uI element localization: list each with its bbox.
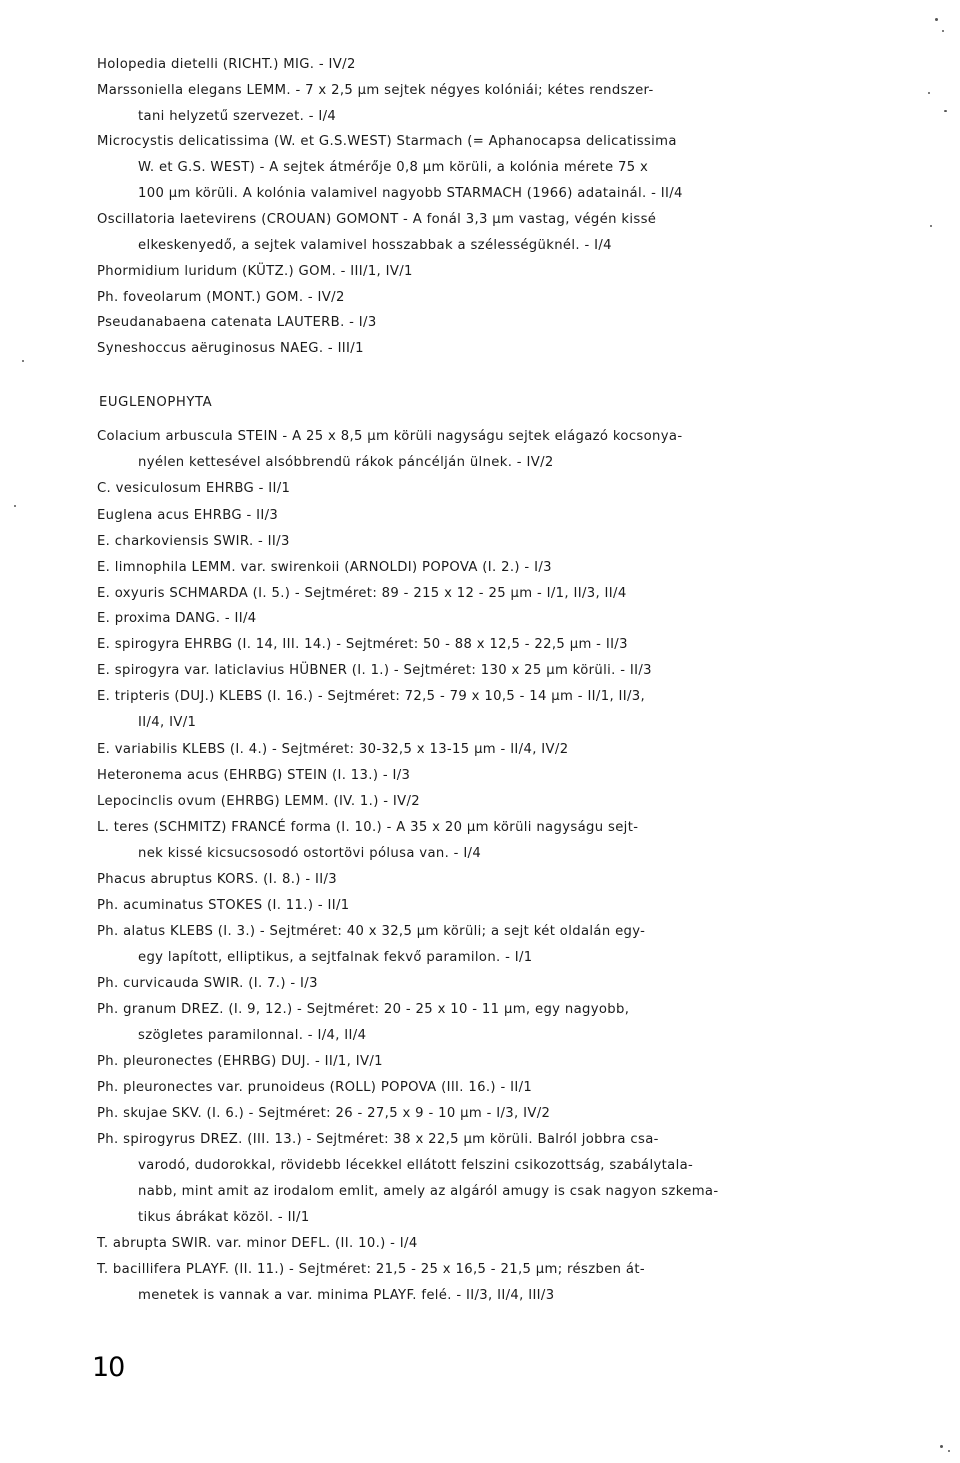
entry-phacus-abruptus: Phacus abruptus KORS. (I. 8.) - II/3 (97, 872, 337, 887)
entry-ph-alatus-cont: egy lapított, elliptikus, a sejtfalnak fekvő paramilon. - I/1 (138, 950, 533, 965)
entry-syneshoccus: Syneshoccus aëruginosus NAEG. - III/1 (97, 341, 364, 356)
entry-marssoniella: Marssoniella elegans LEMM. - 7 x 2,5 µm sejtek négyes kolóniái; kétes rendszer- (97, 83, 654, 98)
entry-t-bacillifera: T. bacillifera PLAYF. (II. 11.) - Sejtméret: 21,5 - 25 x 16,5 - 21,5 µm; részben át- (97, 1262, 645, 1277)
entry-ph-curvicauda: Ph. curvicauda SWIR. (I. 7.) - I/3 (97, 976, 318, 991)
entry-ph-pleuronectes: Ph. pleuronectes (EHRBG) DUJ. - II/1, IV/1 (97, 1054, 383, 1069)
entry-e-tripteris: E. tripteris (DUJ.) KLEBS (I. 16.) - Sejtméret: 72,5 - 79 x 10,5 - 14 µm - II/1, II/3, (97, 689, 646, 704)
entry-e-spirogyra-var: E. spirogyra var. laticlavius HÜBNER (I. 1.) - Sejtméret: 130 x 25 µm körüli. - II/3 (97, 663, 652, 678)
entry-ph-spirogyrus-cont-1: varodó, dudorokkal, rövidebb lécekkel ellátott felszini csikozottság, szabálytala- (138, 1158, 694, 1173)
entry-e-variabilis: E. variabilis KLEBS (I. 4.) - Sejtméret: 30-32,5 x 13-15 µm - II/4, IV/2 (97, 742, 569, 757)
entry-l-teres: L. teres (SCHMITZ) FRANCÉ forma (I. 10.) - A 35 x 20 µm körüli nagyságu sejt- (97, 820, 639, 835)
entry-ph-pleuronectes-var: Ph. pleuronectes var. prunoideus (ROLL) POPOVA (III. 16.) - II/1 (97, 1080, 533, 1095)
entry-e-tripteris-cont: II/4, IV/1 (138, 715, 197, 730)
entry-c-vesiculosum: C. vesiculosum EHRBG - II/1 (97, 481, 291, 496)
entry-ph-alatus: Ph. alatus KLEBS (I. 3.) - Sejtméret: 40 x 32,5 µm körüli; a sejt két oldalán egy- (97, 924, 646, 939)
entry-colacium-arbuscula: Colacium arbuscula STEIN - A 25 x 8,5 µm körüli nagyságu sejtek elágazó kocsonya- (97, 429, 683, 444)
entry-microcystis: Microcystis delicatissima (W. et G.S.WEST) Starmach (= Aphanocapsa delicatissima (97, 134, 677, 149)
entry-phormidium: Phormidium luridum (KÜTZ.) GOM. - III/1, IV/1 (97, 264, 413, 279)
entry-heteronema-acus: Heteronema acus (EHRBG) STEIN (I. 13.) - I/3 (97, 768, 411, 783)
entry-ph-skujae: Ph. skujae SKV. (I. 6.) - Sejtméret: 26 - 27,5 x 9 - 10 µm - I/3, IV/2 (97, 1106, 551, 1121)
section-heading: EUGLENOPHYTA (99, 395, 213, 410)
entry-e-proxima: E. proxima DANG. - II/4 (97, 611, 257, 626)
entry-microcystis-cont-1: W. et G.S. WEST) - A sejtek átmérője 0,8 µm körüli, a kolónia mérete 75 x (138, 160, 649, 175)
entry-l-teres-cont: nek kissé kicsucsosodó ostortövi pólusa van. - I/4 (138, 846, 482, 861)
entry-colacium-arbuscula-cont: nyélen kettesével alsóbbrendü rákok páncélján ülnek. - IV/2 (138, 455, 554, 470)
entry-e-spirogyra: E. spirogyra EHRBG (I. 14, III. 14.) - Sejtméret: 50 - 88 x 12,5 - 22,5 µm - II/3 (97, 637, 628, 652)
entry-ph-foveolarum: Ph. foveolarum (MONT.) GOM. - IV/2 (97, 290, 345, 305)
entry-ph-granum-cont: szögletes paramilonnal. - I/4, II/4 (138, 1028, 367, 1043)
entry-pseudanabaena: Pseudanabaena catenata LAUTERB. - I/3 (97, 315, 377, 330)
entry-ph-acuminatus: Ph. acuminatus STOKES (I. 11.) - II/1 (97, 898, 350, 913)
entry-ph-spirogyrus-cont-2: nabb, mint amit az irodalom emlit, amely az algáról amugy is csak nagyon szkema- (138, 1184, 719, 1199)
entry-ph-spirogyrus: Ph. spirogyrus DREZ. (III. 13.) - Sejtméret: 38 x 22,5 µm körüli. Balról jobbra csa- (97, 1132, 659, 1147)
entry-t-abrupta: T. abrupta SWIR. var. minor DEFL. (II. 10.) - I/4 (97, 1236, 418, 1251)
entry-e-oxyuris: E. oxyuris SCHMARDA (I. 5.) - Sejtméret: 89 - 215 x 12 - 25 µm - I/1, II/3, II/4 (97, 586, 627, 601)
entry-t-bacillifera-cont: menetek is vannak a var. minima PLAYF. felé. - II/3, II/4, III/3 (138, 1288, 555, 1303)
entry-lepocinclis-ovum: Lepocinclis ovum (EHRBG) LEMM. (IV. 1.) - IV/2 (97, 794, 421, 809)
page-number: 10 (92, 1352, 125, 1383)
entry-e-limnophila: E. limnophila LEMM. var. swirenkoii (ARNOLDI) POPOVA (I. 2.) - I/3 (97, 560, 552, 575)
entry-oscillatoria: Oscillatoria laetevirens (CROUAN) GOMONT - A fonál 3,3 µm vastag, végén kissé (97, 212, 657, 227)
entry-microcystis-cont-2: 100 µm körüli. A kolónia valamivel nagyobb STARMACH (1966) adatainál. - II/4 (138, 186, 683, 201)
entry-ph-spirogyrus-cont-3: tikus ábrákat közöl. - II/1 (138, 1210, 310, 1225)
entry-e-charkoviensis: E. charkoviensis SWIR. - II/3 (97, 534, 290, 549)
entry-ph-granum: Ph. granum DREZ. (I. 9, 12.) - Sejtméret: 20 - 25 x 10 - 11 µm, egy nagyobb, (97, 1002, 630, 1017)
entry-oscillatoria-cont: elkeskenyedő, a sejtek valamivel hosszabbak a szélességüknél. - I/4 (138, 238, 612, 253)
entry-marssoniella-cont: tani helyzetű szervezet. - I/4 (138, 109, 337, 124)
entry-holopedia: Holopedia dietelli (RICHT.) MIG. - IV/2 (97, 57, 356, 72)
entry-euglena-acus: Euglena acus EHRBG - II/3 (97, 508, 279, 523)
